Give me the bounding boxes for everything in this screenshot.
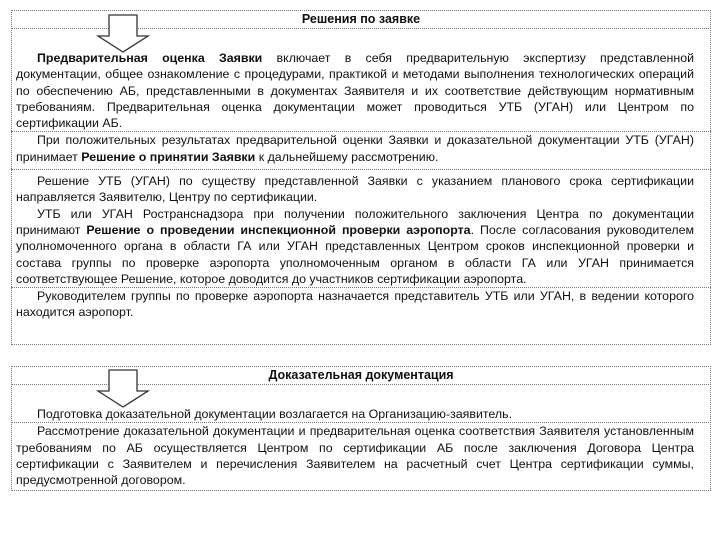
section-evidence-title: Доказательная документация — [268, 368, 454, 382]
section-decisions-body — [16, 50, 694, 321]
paragraph-group-leader: Руководителем группы по проверке аэропорта назначается представитель УТБ или УГАН, в ведении которого находится аэропорт. — [16, 289, 694, 320]
section-decisions-title: Решения по заявке — [301, 12, 421, 26]
row-divider — [11, 169, 711, 170]
paragraph-inspection-decision: УТБ или УГАН Ространснадзора при получении положительного заключения Центра по документации принимают Решение о проведении инспекционной проверки аэропорта. После согласования руководителем уполномоченного органа в области ГА или УГАН представленных Центром сроков инспекционной проверки и состава группы по проверке аэропорта уполномоченным органом в области ГА или УГАН принимается соответствующее Решение, которое доводится до участников сертификации аэропорта. — [16, 206, 694, 286]
paragraph-evidence-review: Рассмотрение доказательной документации и предварительная оценка соответствия Заявителя установленным требованиям по АБ осуществляется Центром по сертификации АБ после заключения Договора Центра сертификации с Заявителем и перечисления Заявителем на расчетный счет Центра сертификации суммы, предусмотренной договором. — [16, 424, 694, 488]
down-arrow-icon — [95, 369, 151, 409]
row-divider — [11, 131, 711, 132]
section-evidence-body — [16, 406, 694, 488]
paragraph-decision-sent: Решение УТБ (УГАН) по существу представленной Заявки с указанием планового срока сертификации направляется Заявителю, Центру по сертификации. — [16, 174, 694, 205]
paragraph-preliminary-assessment: Предварительная оценка Заявки включает в себя предварительную экспертизу представленной документации, общее ознакомление с процедурами, практикой и методами выполнения технологических операций по обеспечению АБ, представленными в документах Заявителя и их соответствие действующим нормативным требованиям. Предварительная оценка документации может проводиться УТБ (УГАН) или Центром по сертификации АБ. — [16, 51, 695, 131]
paragraph-acceptance-decision: При положительных результатах предварительной оценки Заявки и доказательной документации УТБ (УГАН) принимает Решение о принятии Заявки к дальнейшему рассмотрению. — [16, 133, 694, 164]
row-divider — [11, 287, 711, 288]
row-divider — [11, 422, 711, 423]
paragraph-evidence-preparation: Подготовка доказательной документации возлагается на Организацию-заявитель. — [37, 407, 513, 421]
down-arrow-icon — [95, 14, 151, 54]
